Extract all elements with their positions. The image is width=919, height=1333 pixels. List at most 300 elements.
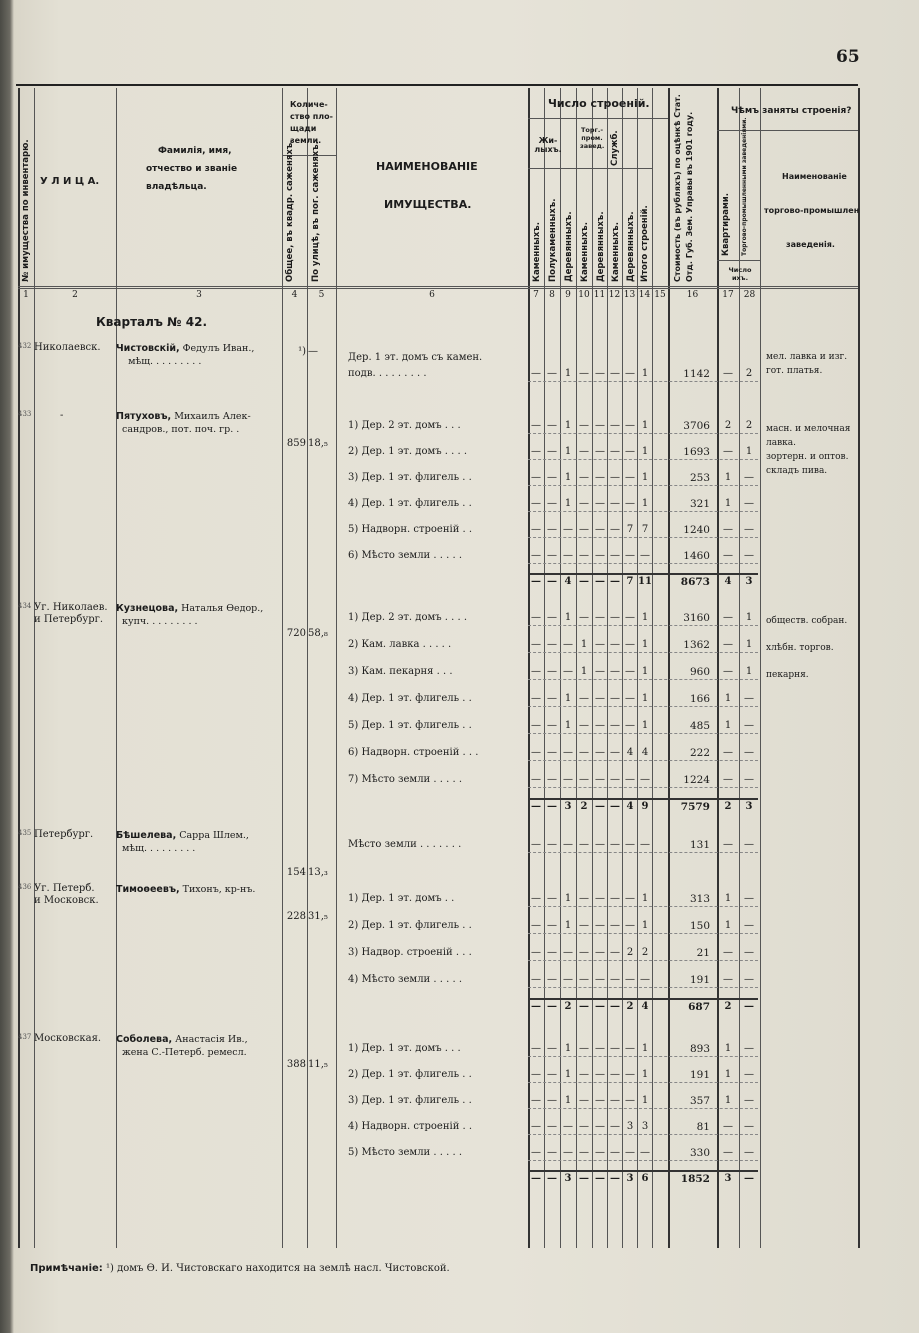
total-building-count: 2 [564, 1001, 572, 1012]
column-number: 14 [638, 290, 651, 300]
row-rule [528, 679, 758, 680]
row-rule [528, 537, 758, 538]
entry-frontage: 13,₃ [308, 867, 328, 878]
establishment-count: — [744, 893, 754, 904]
apartments-count: — [723, 1147, 733, 1158]
total-value: 7579 [680, 801, 710, 813]
building-count: — [610, 1095, 620, 1106]
building-count: 1 [641, 893, 649, 904]
property-label: 3) Надвор. строеній . . . [348, 947, 472, 958]
col-land-group-header: Количе- [290, 100, 328, 109]
building-count: — [610, 774, 620, 785]
building-count: 1 [641, 446, 649, 457]
row-rule [528, 1108, 758, 1109]
entry-owner [116, 410, 251, 436]
building-type-header: Деревянныхъ. [564, 211, 574, 282]
property-label: 2) Кам. лавка . . . . . [348, 639, 452, 650]
total-value: 8673 [680, 576, 710, 588]
building-count: 1 [641, 920, 649, 931]
building-count: 1 [564, 920, 572, 931]
building-count: — [579, 693, 589, 704]
entry-area: ¹) [298, 346, 306, 357]
building-count: — [547, 472, 557, 483]
building-type-header: Каменныхъ. [580, 222, 590, 282]
total-building-count: — [531, 801, 541, 812]
footnote-text: ¹) домъ Ѳ. И. Чистовскаго находится на землѣ насл. Чистовской. [102, 1263, 450, 1274]
establishment-count: — [744, 747, 754, 758]
building-count: 7 [626, 524, 634, 535]
building-count: — [547, 974, 557, 985]
building-count: — [531, 1147, 541, 1158]
establishment-name: обществ. собран. [766, 616, 848, 626]
building-count: 1 [564, 446, 572, 457]
building-count: — [595, 839, 605, 850]
building-count: — [595, 639, 605, 650]
property-label: 5) Дер. 1 эт. флигель . . [348, 720, 472, 731]
building-count: — [579, 1043, 589, 1054]
property-value: 253 [689, 472, 710, 484]
total-building-count: — [595, 801, 605, 812]
establishment-count: — [744, 1069, 754, 1080]
entry-street: Московская. [34, 1033, 102, 1044]
building-count: — [595, 420, 605, 431]
buildings-group-rule [528, 118, 668, 119]
building-count: — [531, 612, 541, 623]
building-count: — [610, 839, 620, 850]
building-count: — [625, 368, 635, 379]
establishment-count: — [744, 498, 754, 509]
property-value: 150 [689, 920, 710, 932]
building-count: — [547, 524, 557, 535]
building-count: — [579, 472, 589, 483]
building-count: — [579, 612, 589, 623]
building-count: — [547, 498, 557, 509]
building-count: — [625, 1069, 635, 1080]
building-count: 1 [564, 368, 572, 379]
building-count: — [531, 368, 541, 379]
building-count: — [579, 524, 589, 535]
row-rule [528, 652, 758, 653]
total-apartments: 2 [724, 1001, 732, 1012]
col-owner-header: Фамилія, имя, [158, 146, 232, 156]
building-count: — [610, 1121, 620, 1132]
property-value: 1460 [683, 550, 710, 562]
building-count: — [625, 1043, 635, 1054]
apartments-count: 1 [724, 498, 732, 509]
column-number: 5 [318, 290, 325, 300]
building-count: — [595, 774, 605, 785]
establishment-name: масн. и мелочная [766, 424, 851, 434]
building-count: — [547, 446, 557, 457]
col-land-group-header: ство пло- [290, 112, 333, 121]
building-count: — [595, 693, 605, 704]
property-label: Дер. 1 эт. домъ съ камен. [348, 352, 483, 363]
building-count: — [579, 446, 589, 457]
building-count: — [595, 612, 605, 623]
establishment-name: гот. платья. [766, 366, 823, 376]
establishment-count: — [744, 720, 754, 731]
column-rule [18, 88, 20, 1248]
column-number: 7 [533, 290, 539, 300]
total-building-count: 7 [626, 576, 634, 587]
property-label: 2) Дер. 1 эт. домъ . . . . [348, 446, 468, 457]
building-count: — [579, 747, 589, 758]
establishment-count: 1 [745, 612, 753, 623]
establishment-name: мел. лавка и изг. [766, 352, 848, 362]
row-rule [528, 760, 758, 761]
property-value: 3160 [683, 612, 710, 624]
property-label: 7) Мѣсто земли . . . . . [348, 774, 462, 785]
building-count: — [640, 974, 650, 985]
building-type-header: Деревянныхъ. [596, 211, 606, 282]
establishment-count: — [744, 920, 754, 931]
property-label: 1) Дер. 1 эт. домъ . . [348, 893, 455, 904]
establishment-count: — [744, 974, 754, 985]
building-count: — [531, 639, 541, 650]
row-rule [528, 563, 758, 564]
building-count: — [610, 1069, 620, 1080]
property-value: 1142 [683, 368, 710, 380]
entry-street: - [60, 410, 64, 421]
row-rule [528, 852, 758, 853]
row-rule [528, 459, 758, 460]
column-number: 16 [686, 290, 699, 300]
property-label: 3) Дер. 1 эт. флигель . . [348, 1095, 472, 1106]
column-rule [760, 88, 761, 1248]
col-owner-header: владѣльца. [146, 182, 207, 192]
building-type-header: Каменныхъ. [532, 222, 542, 282]
building-count: — [625, 420, 635, 431]
column-rule [116, 88, 117, 1248]
column-number: 8 [549, 290, 555, 300]
property-value: 21 [696, 947, 710, 959]
total-building-count: — [547, 576, 557, 587]
owner-details: Тихонъ, кр-нъ. [179, 884, 256, 895]
establishment-count: 1 [745, 639, 753, 650]
apartments-count: — [723, 368, 733, 379]
property-value: 357 [689, 1095, 710, 1107]
building-count: 1 [641, 612, 649, 623]
building-count: — [579, 550, 589, 561]
total-building-count: — [547, 1173, 557, 1184]
entry-owner [116, 1033, 248, 1059]
owner-surname: Тимоѳеевъ, [116, 884, 180, 895]
building-count: — [610, 893, 620, 904]
building-count: — [625, 693, 635, 704]
total-building-count: — [531, 1173, 541, 1184]
entry-street: Петербург. [34, 829, 94, 840]
entry-frontage: 58,₈ [308, 628, 328, 639]
property-label: 6) Мѣсто земли . . . . . [348, 550, 462, 561]
column-rule [652, 88, 653, 1248]
total-building-count: 2 [580, 801, 588, 812]
building-count: — [563, 1147, 573, 1158]
building-count: — [595, 720, 605, 731]
footnote [30, 1263, 450, 1274]
building-count: 1 [580, 639, 588, 650]
establishment-name: складъ пива. [766, 466, 828, 476]
building-count: — [531, 1095, 541, 1106]
total-building-count: 3 [564, 801, 572, 812]
building-count: — [625, 550, 635, 561]
total-building-count: — [579, 1001, 589, 1012]
building-count: — [610, 1043, 620, 1054]
property-label: 3) Кам. пекарня . . . [348, 666, 453, 677]
building-count: — [579, 1069, 589, 1080]
building-count: — [625, 639, 635, 650]
building-count: — [547, 1043, 557, 1054]
building-count: 1 [564, 420, 572, 431]
building-count: — [547, 1095, 557, 1106]
building-count: — [563, 747, 573, 758]
establishment-count: — [744, 1121, 754, 1132]
building-count: 1 [641, 693, 649, 704]
entry-number: 435 [18, 829, 32, 837]
total-rule [528, 798, 758, 800]
total-establishments: — [744, 1173, 754, 1184]
entry-area: 720 [286, 628, 306, 639]
property-value: 1362 [683, 639, 710, 651]
building-count: 1 [641, 498, 649, 509]
entry-number: 434 [18, 602, 32, 610]
property-label: 3) Дер. 1 эт. флигель . . [348, 472, 472, 483]
entry-number: 432 [18, 342, 32, 350]
building-count: 1 [564, 1043, 572, 1054]
establishment-count: 1 [745, 666, 753, 677]
building-count: — [625, 446, 635, 457]
building-count: — [625, 666, 635, 677]
total-value: 687 [688, 1001, 710, 1013]
building-count: 1 [641, 420, 649, 431]
building-count: — [625, 974, 635, 985]
column-rule [858, 88, 860, 1248]
building-count: — [547, 693, 557, 704]
building-count: — [610, 693, 620, 704]
apartments-count: 1 [724, 1043, 732, 1054]
building-count: — [625, 893, 635, 904]
building-count: 1 [564, 1069, 572, 1080]
building-count: — [625, 472, 635, 483]
total-building-count: 11 [638, 576, 652, 587]
owner-surname: Соболева, [116, 1034, 173, 1045]
total-rule [528, 573, 758, 575]
building-count: — [531, 550, 541, 561]
total-building-count: 9 [641, 801, 649, 812]
building-count: — [531, 974, 541, 985]
building-type-header: Полукаменныхъ. [548, 198, 558, 282]
building-count: — [563, 974, 573, 985]
building-count: — [595, 550, 605, 561]
building-count: — [531, 947, 541, 958]
total-building-count: — [610, 576, 620, 587]
building-count: — [595, 920, 605, 931]
apartments-count: — [723, 666, 733, 677]
building-count: — [547, 947, 557, 958]
building-count: — [547, 1147, 557, 1158]
building-count: — [625, 1095, 635, 1106]
apartments-count: — [723, 639, 733, 650]
building-count: — [547, 368, 557, 379]
apartments-count: — [723, 839, 733, 850]
total-building-count: 6 [641, 1173, 649, 1184]
building-count: 1 [564, 472, 572, 483]
building-count: — [547, 612, 557, 623]
building-count: — [595, 666, 605, 677]
building-count: — [531, 1121, 541, 1132]
building-count: — [531, 472, 541, 483]
building-count: — [610, 720, 620, 731]
column-number: 13 [623, 290, 636, 300]
header-bottom-rule [18, 286, 858, 287]
property-label: 1) Дер. 2 эт. домъ . . . . [348, 612, 468, 623]
column-number: 10 [578, 290, 590, 300]
column-rule [717, 88, 719, 1248]
building-count: — [563, 666, 573, 677]
property-value: 222 [689, 747, 710, 759]
apartments-count: — [723, 446, 733, 457]
building-count: — [563, 524, 573, 535]
buildings-group-header: Число строеній. [548, 97, 650, 110]
property-value: 81 [696, 1121, 710, 1133]
property-value: 321 [689, 498, 710, 510]
establishment-count: — [744, 1043, 754, 1054]
entry-number: 433 [18, 410, 32, 418]
building-count: 1 [564, 1095, 572, 1106]
building-count: — [563, 947, 573, 958]
establishment-name: хлѣбн. торгов. [766, 643, 834, 653]
property-label: 4) Мѣсто земли . . . . . [348, 974, 462, 985]
apartments-count: — [723, 974, 733, 985]
building-count: — [563, 839, 573, 850]
column-number: 1 [23, 290, 29, 300]
entry-area: 228 [286, 911, 306, 922]
apartments-count: 1 [724, 920, 732, 931]
column-number: 2 [72, 290, 78, 300]
property-label: 5) Мѣсто земли . . . . . [348, 1147, 462, 1158]
building-count: — [625, 1147, 635, 1158]
building-count: — [625, 612, 635, 623]
total-establishments: 3 [745, 801, 753, 812]
total-building-count: — [610, 801, 620, 812]
count-header: Число ихъ. [728, 266, 752, 282]
total-building-count: — [547, 1001, 557, 1012]
property-value: 330 [689, 1147, 710, 1159]
entry-street: Николаевск. [34, 342, 101, 353]
building-count: — [610, 947, 620, 958]
building-count: — [625, 774, 635, 785]
building-type-header: Деревянныхъ. [626, 211, 636, 282]
entry-owner [116, 602, 263, 628]
column-rule [282, 88, 283, 1248]
total-apartments: 3 [724, 1173, 732, 1184]
property-value: 191 [689, 1069, 710, 1081]
entry-owner [116, 829, 249, 855]
row-rule [528, 1160, 758, 1161]
col-street-header: У Л И Ц А. [40, 176, 100, 187]
apartments-count: — [723, 524, 733, 535]
column-rule [668, 88, 670, 1248]
row-rule [528, 960, 758, 961]
apartments-count: 1 [724, 893, 732, 904]
building-count: — [531, 666, 541, 677]
property-label: 1) Дер. 2 эт. домъ . . . [348, 420, 461, 431]
building-count: — [531, 420, 541, 431]
column-number: 9 [565, 290, 571, 300]
entry-owner [116, 342, 254, 368]
building-count: — [595, 368, 605, 379]
property-label: 5) Надворн. строеній . . [348, 524, 473, 535]
property-label: Мѣсто земли . . . . . . . [348, 839, 462, 850]
establishment-name: лавка. [766, 438, 797, 448]
building-count: — [610, 920, 620, 931]
building-count: — [579, 1095, 589, 1106]
total-building-count: — [595, 1001, 605, 1012]
building-count: — [595, 974, 605, 985]
building-count: — [579, 1121, 589, 1132]
building-count: 4 [626, 747, 634, 758]
est-name-header: торгово-промышлен [764, 206, 860, 215]
total-building-count: 3 [626, 1173, 634, 1184]
building-count: — [579, 368, 589, 379]
apartments-count: 1 [724, 1069, 732, 1080]
property-value: 960 [689, 666, 710, 678]
trade-header: Торг.- пром. завед. [580, 126, 605, 150]
total-building-count: — [595, 1173, 605, 1184]
building-count: — [531, 920, 541, 931]
building-count: — [579, 920, 589, 931]
building-count: 1 [641, 368, 649, 379]
total-building-count: — [610, 1001, 620, 1012]
column-number: 11 [593, 290, 606, 300]
entry-frontage: — [308, 346, 318, 357]
owner-surname: Бѣшелева, [116, 830, 177, 841]
building-count: — [531, 1043, 541, 1054]
entry-area: 154 [286, 867, 306, 878]
establishment-count: 2 [745, 420, 753, 431]
column-number: 6 [429, 290, 435, 300]
header-bottom-rule [18, 288, 858, 289]
building-count: 1 [641, 666, 649, 677]
establishment-count: — [744, 839, 754, 850]
total-apartments: 4 [724, 576, 732, 587]
building-count: 4 [641, 747, 649, 758]
page-number: 65 [836, 47, 860, 67]
total-establishments: 3 [745, 576, 753, 587]
building-count: 2 [641, 947, 649, 958]
establishment-count: 2 [745, 368, 753, 379]
building-count: — [595, 893, 605, 904]
building-count: — [579, 839, 589, 850]
building-count: — [595, 1147, 605, 1158]
building-count: — [625, 720, 635, 731]
apartments-count: — [723, 1121, 733, 1132]
building-count: — [547, 747, 557, 758]
building-count: — [610, 1147, 620, 1158]
building-count: — [610, 612, 620, 623]
total-building-count: 2 [626, 1001, 634, 1012]
building-count: — [531, 693, 541, 704]
total-apartments: 2 [724, 801, 732, 812]
property-value: 3706 [683, 420, 710, 432]
entry-frontage: 31,₅ [308, 911, 328, 922]
row-rule [528, 625, 758, 626]
building-count: — [595, 1095, 605, 1106]
entry-street: Уг. Николаев. и Петербург. [34, 602, 108, 625]
entry-number: 437 [18, 1033, 32, 1041]
property-value: 166 [689, 693, 710, 705]
total-building-count: 4 [641, 1001, 649, 1012]
building-count: 2 [626, 947, 634, 958]
